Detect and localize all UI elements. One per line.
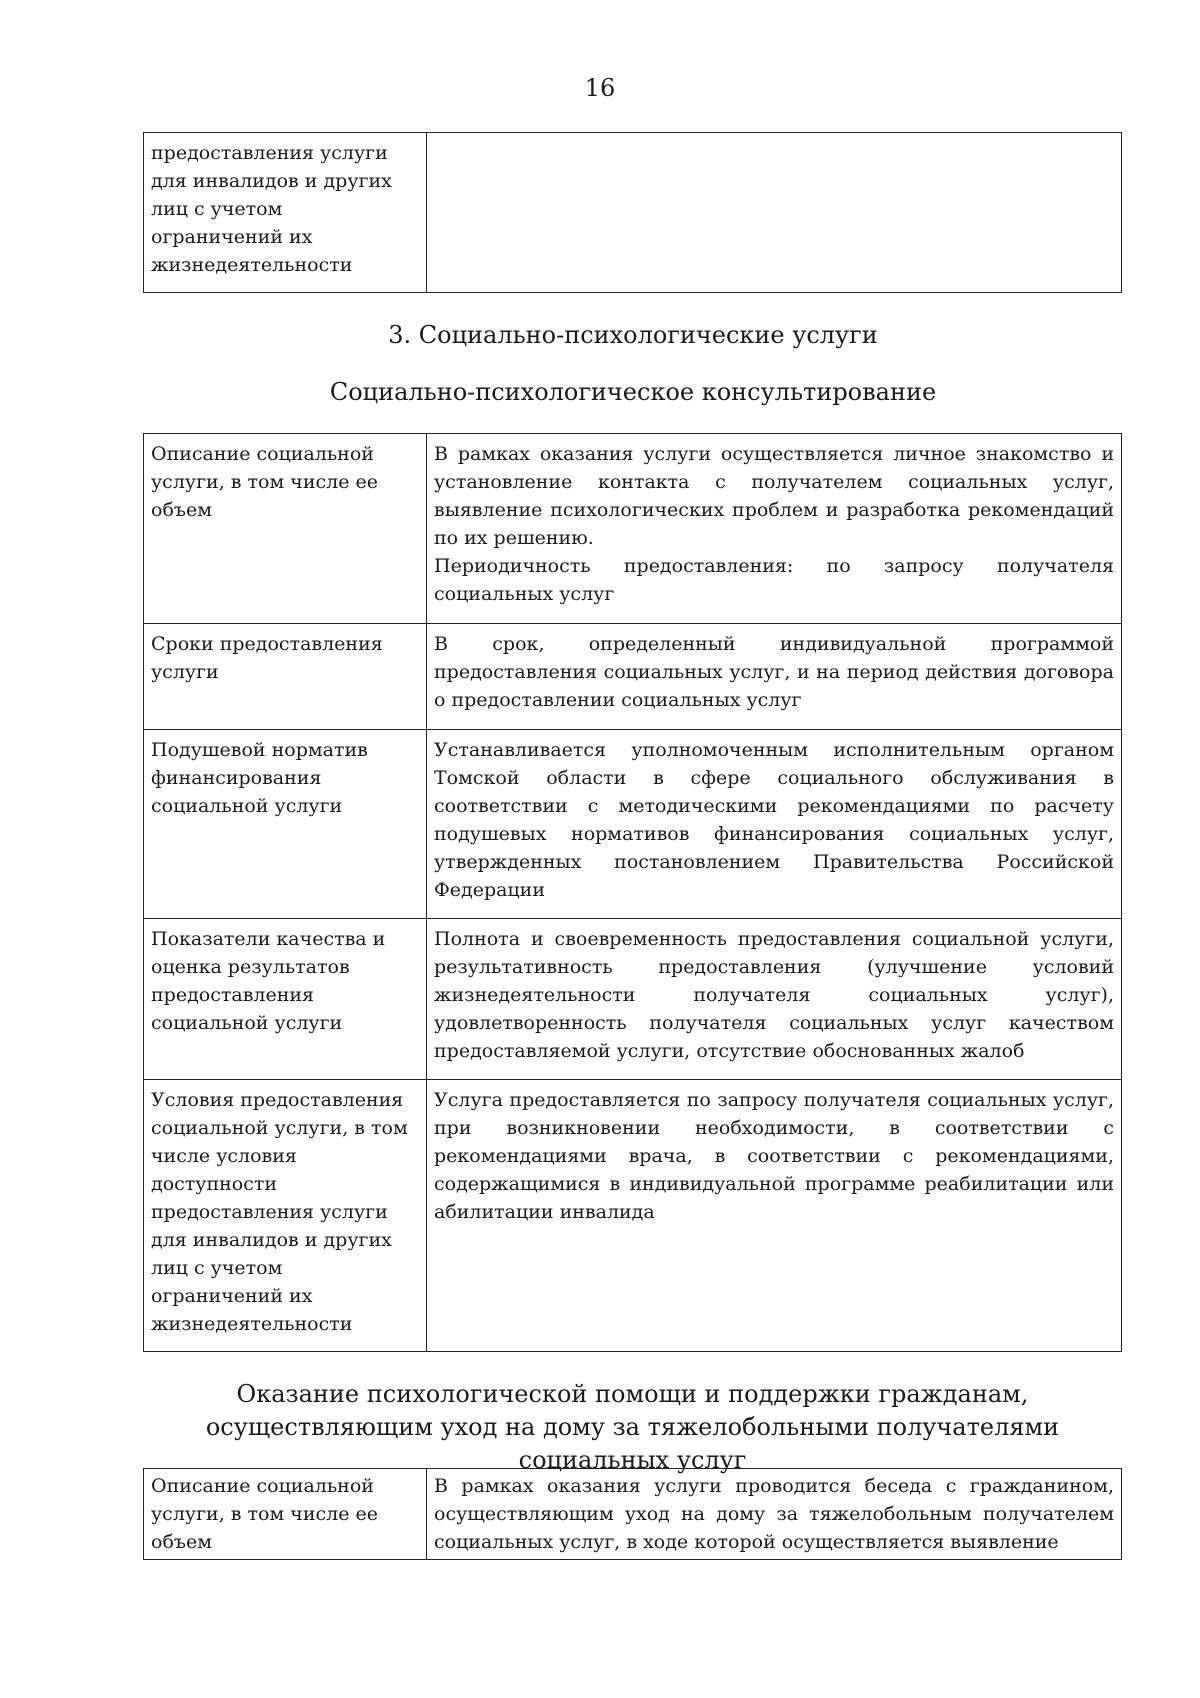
row-description	[427, 1469, 1122, 1560]
row-description	[427, 133, 1122, 293]
table-row	[144, 730, 1122, 919]
row-label: Описание социальной услуги, в том числе ее объем	[144, 434, 427, 624]
table-row	[144, 1080, 1122, 1352]
page-number: 16	[584, 74, 616, 102]
row-label: Описание социальной услуги, в том числе ее объем	[144, 1469, 427, 1560]
description-paragraph: Полнота и своевременность предоставления социальной услуги, результативность предоставления (улучшение условий жизнедеятельности получателя социальных услуг), удовлетворенность получателя социальных услуг качеством предоставляемой услуги, отсутствие обоснованных жалоб	[434, 928, 1114, 1062]
description-paragraph: В рамках оказания услуги осуществляется личное знакомство и установление контакта с получателем социальных услуг, выявление психологических проблем и разработка рекомендаций по их решению.	[434, 443, 1114, 549]
table-row	[144, 1469, 1122, 1560]
row-description	[427, 1080, 1122, 1352]
description-paragraph: В срок, определенный индивидуальной программой предоставления социальных услуг, и на период действия договора о предоставлении социальных услуг	[434, 633, 1114, 711]
table-row	[144, 434, 1122, 624]
row-label: Показатели качества и оценка результатов предоставления социальной услуги	[144, 919, 427, 1080]
subsection-title: Социально-психологическое консультирование	[329, 378, 937, 406]
row-label: Подушевой норматив финансирования социальной услуги	[144, 730, 427, 919]
table-row	[144, 919, 1122, 1080]
description-paragraph: Устанавливается уполномоченным исполнительным органом Томской области в сфере социального обслуживания в соответствии с методическими рекомендациями по расчету подушевых нормативов финансирования социальных услуг, утвержденных постановлением Правительства Российской Федерации	[434, 739, 1114, 901]
description-paragraph: В рамках оказания услуги проводится беседа с гражданином, осуществляющим уход на дому за тяжелобольным получателем социальных услуг, в ходе которой осуществляется выявление	[434, 1475, 1114, 1553]
row-label: Сроки предоставления услуги	[144, 624, 427, 730]
table-row	[144, 624, 1122, 730]
continuation-table	[143, 132, 1122, 293]
description-paragraph: Услуга предоставляется по запросу получателя социальных услуг, при возникновении необходимости, в соответствии с рекомендациями врача, в соответствии с рекомендациями, содержащимися в индивидуальной программе реабилитации или абилитации инвалида	[434, 1089, 1114, 1223]
section-title: 3. Социально-психологические услуги	[388, 321, 878, 349]
periodicity-paragraph: Периодичность предоставления: по запросу получателя социальных услуг	[434, 555, 1114, 605]
support-table	[143, 1468, 1122, 1560]
row-description	[427, 624, 1122, 730]
row-description	[427, 919, 1122, 1080]
block-title: Оказание психологической помощи и поддержки гражданам, осуществляющим уход на дому за тяжелобольными получателями социальных услуг	[205, 1380, 1060, 1474]
consultation-table	[143, 433, 1122, 1352]
row-description	[427, 434, 1122, 624]
row-description	[427, 730, 1122, 919]
row-label: Условия предоставления социальной услуги, в том числе условия доступности предоставления услуги для инвалидов и других лиц с учетом ограничений их жизнедеятельности	[144, 1080, 427, 1352]
table-row	[144, 133, 1122, 293]
row-label: предоставления услуги для инвалидов и других лиц с учетом ограничений их жизнедеятельности	[144, 133, 427, 293]
